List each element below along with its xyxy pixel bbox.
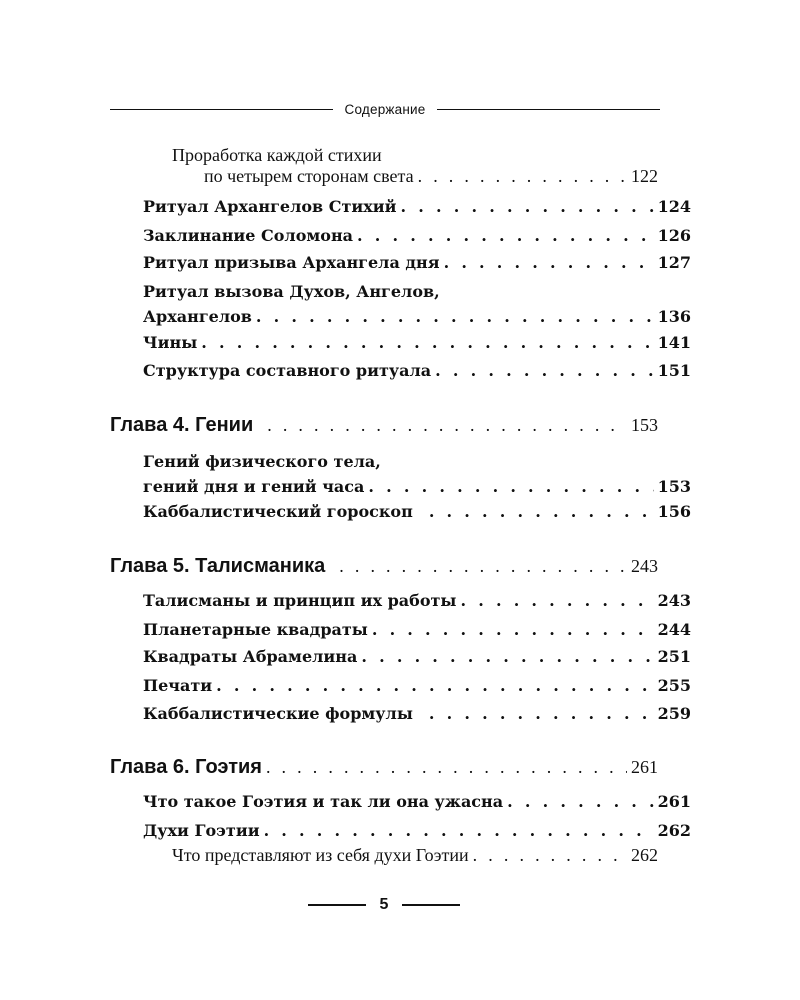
dot-leader: [368, 477, 653, 496]
toc-entry-page: 262: [657, 821, 691, 840]
dot-leader: [201, 333, 653, 352]
dot-leader: [339, 556, 627, 577]
toc-entry: [110, 253, 691, 272]
toc-entry-title: Ритуал призыва Архангела дня: [143, 253, 440, 272]
toc-entry: [110, 620, 691, 639]
toc-entry-title-line2: гений дня и гений часа: [143, 477, 365, 496]
toc-entry: [110, 704, 691, 723]
header-rule-left: [110, 109, 333, 110]
toc-entry-page: 243: [657, 591, 691, 610]
dot-leader: [372, 620, 654, 639]
toc-entry-page: 127: [657, 253, 691, 272]
toc-entry-title: Структура составного ритуала: [143, 361, 432, 380]
toc-entry: [110, 226, 691, 245]
toc-entry: [110, 452, 691, 496]
toc-entry-title: Ритуал Архангелов Стихий: [143, 197, 397, 216]
toc-entry-title-line1: Проработка каждой стихии: [172, 145, 382, 165]
toc-entry: [110, 676, 691, 695]
toc-entry: [110, 145, 658, 187]
dot-leader: [401, 197, 654, 216]
dot-leader: [267, 415, 627, 436]
toc-entry-page: 255: [657, 676, 691, 695]
header-rule-right: [437, 109, 660, 110]
toc-entry-page: 251: [657, 647, 691, 666]
toc-entry-page: 262: [631, 845, 658, 865]
toc-entry-title-line1: Гений физического тела,: [143, 452, 381, 471]
toc-entry-page: 261: [657, 792, 691, 811]
dot-leader: [429, 704, 654, 723]
header-title: Содержание: [344, 101, 426, 117]
dot-leader: [264, 821, 654, 840]
toc-entry: [110, 591, 691, 610]
dot-leader: [256, 307, 654, 326]
toc-chapter-title: Глава 6. Гоэтия: [110, 756, 262, 778]
toc-entry-page: 244: [657, 620, 691, 639]
footer-rule-right: [402, 904, 460, 906]
toc-entry-title: Каббалистические формулы: [143, 704, 413, 723]
toc-entry: [110, 502, 691, 521]
toc-entry-title: Квадраты Абрамелина: [143, 647, 358, 666]
toc-entry-page: 136: [657, 307, 691, 326]
toc-entry: [110, 197, 691, 216]
toc-chapter-title: Глава 4. Гении: [110, 414, 254, 436]
toc-entry-title-line2: по четырем сторонам света: [204, 166, 414, 186]
page-footer: [305, 893, 463, 917]
dot-leader: [429, 502, 654, 521]
toc-entry-title: Каббалистический гороскоп: [143, 502, 413, 521]
toc-entry-title: Что представляют из себя духи Гоэтии: [172, 845, 469, 865]
dot-leader: [507, 792, 653, 811]
dot-leader: [460, 591, 653, 610]
dot-leader: [444, 253, 654, 272]
toc-entry: [110, 361, 691, 380]
page-number: 5: [379, 896, 389, 913]
toc-entry-title: Планетарные квадраты: [143, 620, 368, 639]
toc-chapter: [110, 756, 658, 779]
toc-entry-page: 151: [657, 361, 691, 380]
toc-entry-page: 153: [657, 477, 691, 496]
running-header: [110, 98, 660, 120]
dot-leader: [357, 226, 654, 245]
toc-entry-title: Талисманы и принцип их работы: [143, 591, 457, 610]
toc-entry: [110, 333, 691, 352]
toc-entry: [110, 282, 691, 326]
toc-chapter-title: Глава 5. Талисманика: [110, 555, 326, 577]
toc-entry-page: 126: [657, 226, 691, 245]
toc-entry-title: Духи Гоэтии: [143, 821, 260, 840]
toc-chapter-page: 243: [631, 556, 658, 576]
toc-entry: [110, 845, 658, 866]
toc-entry-page: 124: [657, 197, 691, 216]
toc-chapter: [110, 414, 658, 437]
toc-entry-title: Заклинание Соломона: [143, 226, 354, 245]
toc-entry-page: 122: [631, 166, 658, 186]
dot-leader: [361, 647, 653, 666]
dot-leader: [216, 676, 653, 695]
toc-entry: [110, 647, 691, 666]
toc-entry-page: 156: [657, 502, 691, 521]
dot-leader: [435, 361, 653, 380]
toc-entry-title: Чины: [143, 333, 198, 352]
dot-leader: [266, 757, 627, 778]
toc-entry-title: Печати: [143, 676, 213, 695]
dot-leader: [473, 845, 627, 866]
toc-entry-page: 259: [657, 704, 691, 723]
footer-rule-left: [308, 904, 366, 906]
toc-entry-title-line1: Ритуал вызова Духов, Ангелов,: [143, 282, 440, 301]
toc-entry-title-line2: Архангелов: [143, 307, 252, 326]
toc-chapter-page: 153: [631, 415, 658, 435]
toc-entry: [110, 821, 691, 840]
dot-leader: [418, 166, 627, 187]
toc-entry: [110, 792, 691, 811]
toc-entry-title: Что такое Гоэтия и так ли она ужасна: [143, 792, 504, 811]
toc-chapter-page: 261: [631, 757, 658, 777]
toc-entry-page: 141: [657, 333, 691, 352]
toc-chapter: [110, 555, 658, 578]
